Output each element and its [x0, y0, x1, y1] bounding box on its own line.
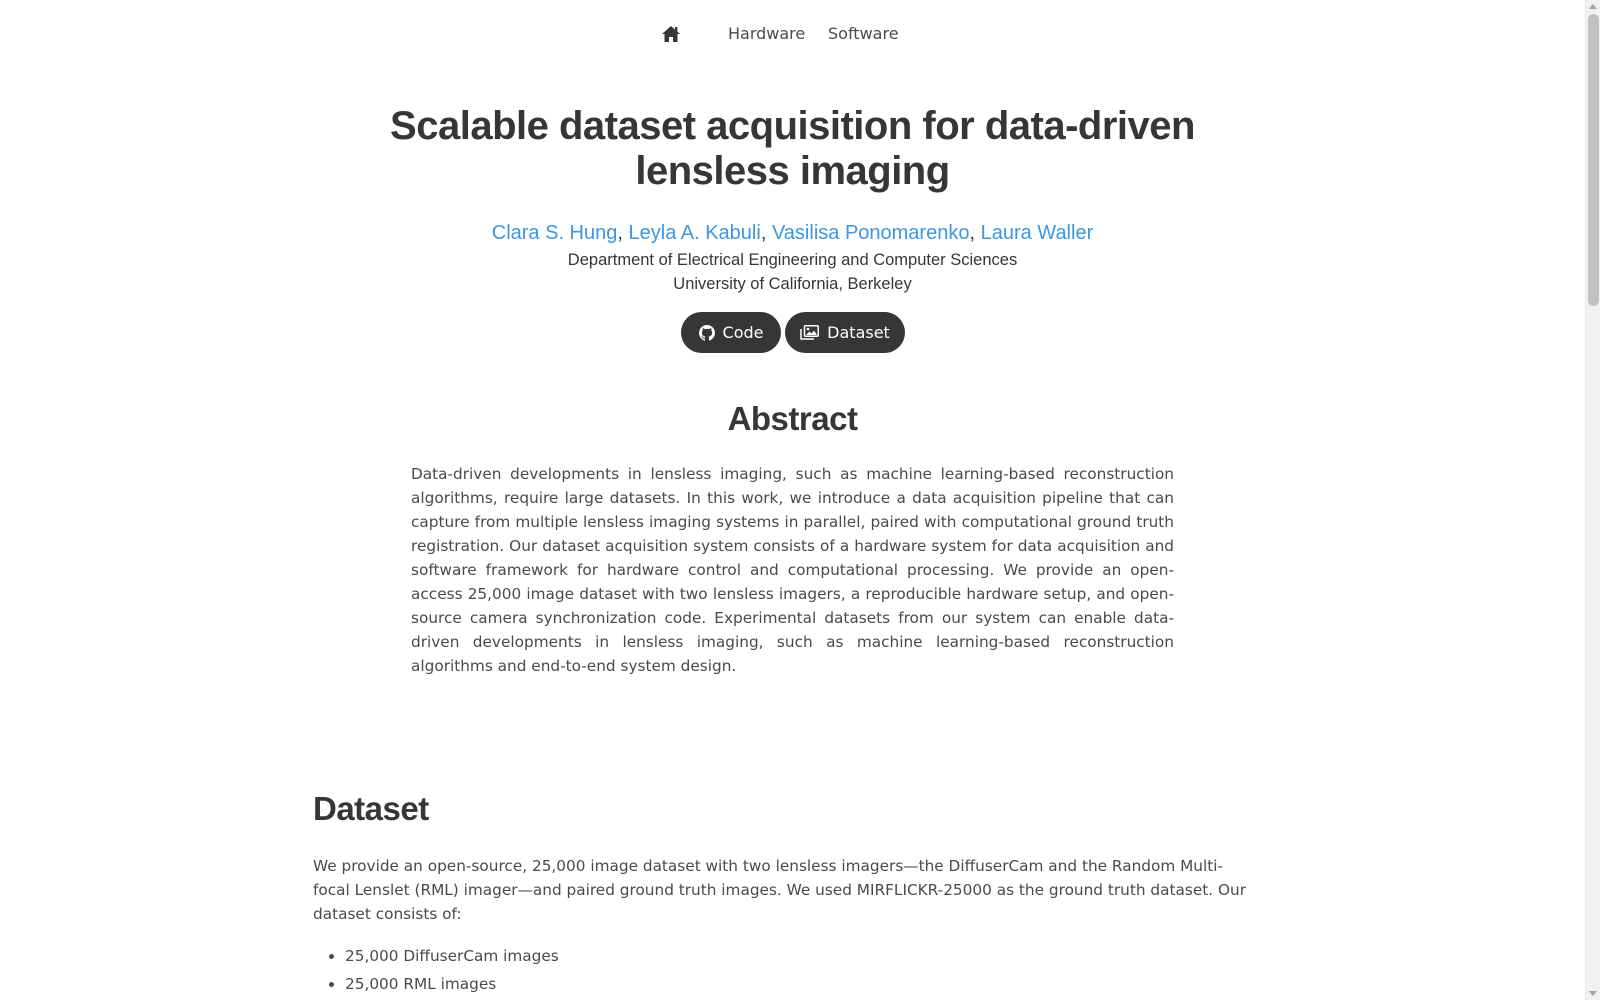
scroll-down-icon[interactable]: [1589, 991, 1597, 996]
abstract-heading: Abstract: [727, 400, 858, 437]
scrollbar-thumb[interactable]: [1588, 14, 1599, 306]
code-button-label: Code: [722, 323, 764, 342]
affiliation-university: University of California, Berkeley: [673, 275, 912, 293]
abstract-text: Data-driven developments in lensless imaging, such as machine learning-based reconstruction algorithms, require large datasets. In this work, we introduce a data acquisition pipeline that can capture from multiple lensless imaging systems in parallel, paired with computational ground truth registration. Our dataset acquisition system consists of a hardware system for data acquisition and software framework for hardware control and computational processing. We provide an open-access 25,000 image dataset with two lensless imagers, a reproducible hardware setup, and open-source camera synchronization code. Experimental datasets from our system can enable data-driven developments in lensless imaging, such as machine learning-based reconstruction algorithms and end-to-end system design.: [411, 465, 1174, 675]
dataset-button-label: Dataset: [827, 323, 890, 342]
dataset-list: [345, 942, 945, 998]
dataset-button[interactable]: [785, 312, 905, 353]
author-link[interactable]: Leyla A. Kabuli: [628, 222, 761, 244]
author-list: [300, 220, 1285, 246]
images-icon: [800, 325, 819, 340]
nav-link-hardware[interactable]: Hardware: [728, 24, 806, 43]
code-button[interactable]: [681, 312, 781, 353]
dataset-description: We provide an open-source, 25,000 image dataset with two lensless imagers—the DiffuserCam and the Random Multi-focal Lenslet (RML) imager—and paired ground truth images. We used MIRFLICKR-25000 as the ground truth dataset. Our dataset consists of:: [313, 857, 1247, 923]
home-icon[interactable]: [661, 25, 681, 43]
navbar: [0, 22, 1585, 50]
author-link[interactable]: Clara S. Hung: [491, 222, 618, 244]
dataset-heading: Dataset: [313, 790, 429, 827]
page-title: Scalable dataset acquisition for data-driven lensless imaging: [390, 104, 1195, 193]
scroll-up-icon[interactable]: [1589, 4, 1597, 9]
list-item: • 25,000 RML images: [345, 970, 945, 998]
author-link[interactable]: Vasilisa Ponomarenko: [771, 222, 970, 244]
author-link[interactable]: Laura Waller: [980, 222, 1094, 244]
vertical-scrollbar[interactable]: [1585, 0, 1600, 1000]
author-separator: ,: [617, 222, 629, 244]
nav-link-software[interactable]: Software: [828, 24, 899, 43]
list-item: • 25,000 DiffuserCam images: [345, 942, 945, 970]
affiliation-department: Department of Electrical Engineering and Computer Sciences: [567, 251, 1018, 269]
github-icon: [699, 325, 715, 341]
author-separator: ,: [760, 222, 772, 244]
author-separator: ,: [969, 222, 981, 244]
